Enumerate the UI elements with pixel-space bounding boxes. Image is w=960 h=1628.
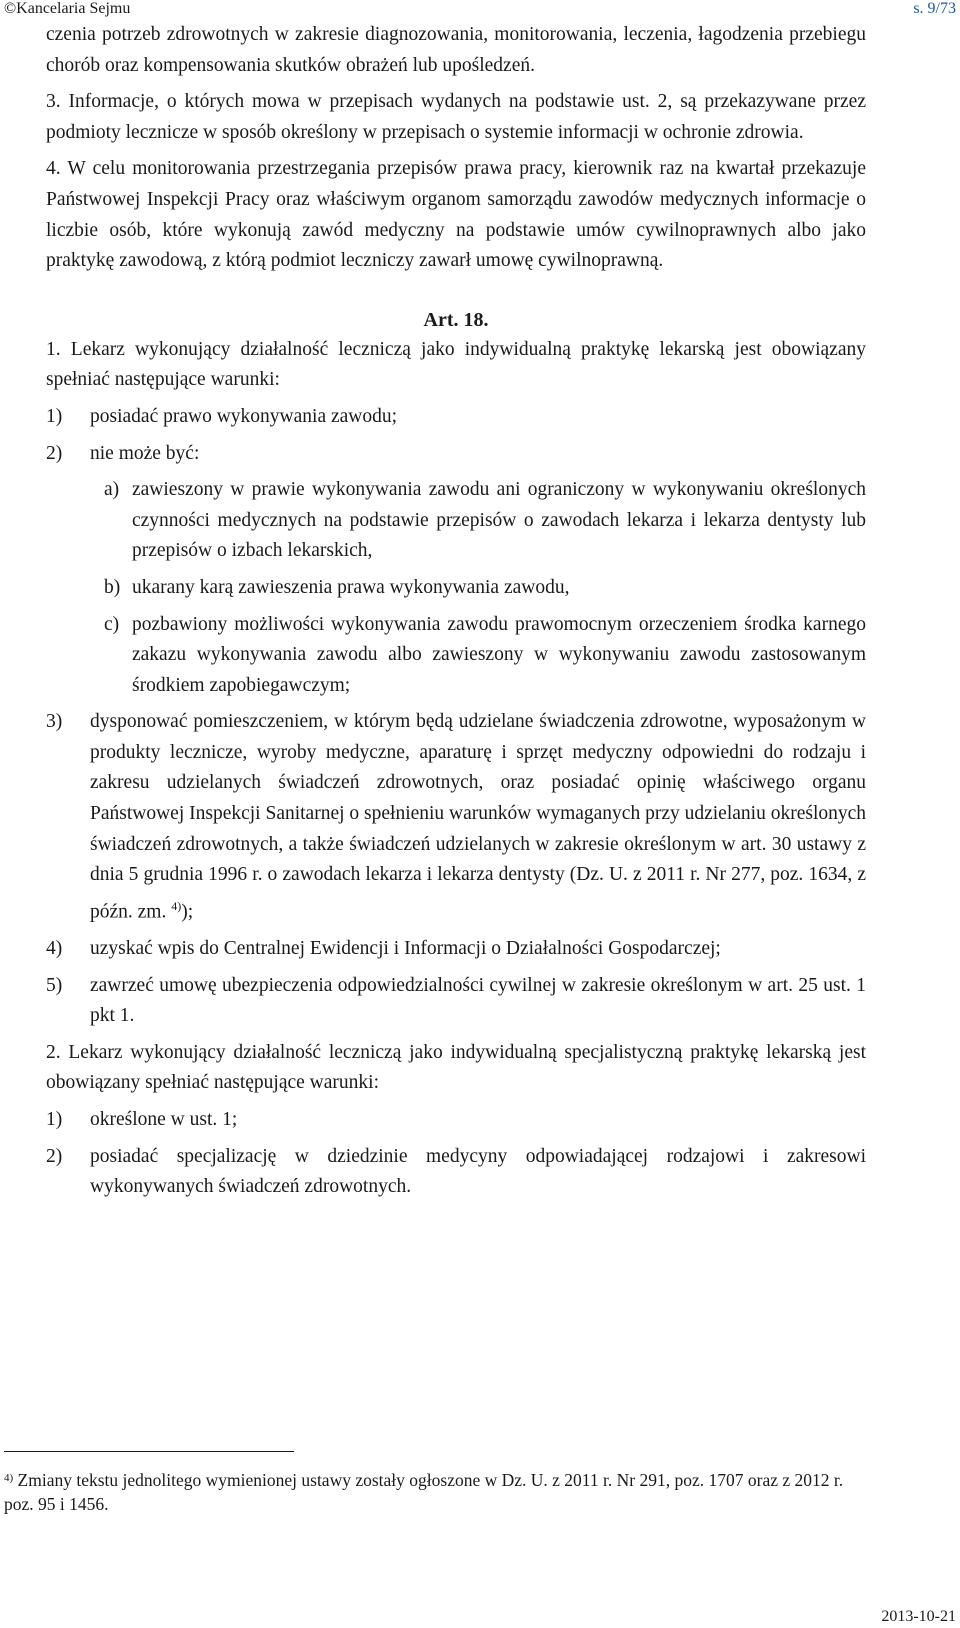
list-number: 1) bbox=[46, 1108, 63, 1130]
article-unit-1: 1. Lekarz wykonujący działalność leczniczą jako indywidualną praktykę lekarską jest obowiązany spełniać następujące warunki: bbox=[46, 338, 866, 391]
list-text: posiadać prawo wykonywania zawodu; bbox=[90, 405, 398, 427]
sub-list-text: ukarany karą zawieszenia prawa wykonywania zawodu, bbox=[132, 576, 570, 598]
sub-list-text: zawieszony w prawie wykonywania zawodu ani ograniczony w wykonywaniu określonych czynności medycznych na podstawie przepisów o zawodach lekarza i lekarza dentysty lub przepisów o izbach lekarskich, bbox=[132, 479, 866, 562]
paragraph-3: 3. Informacje, o których mowa w przepisach wydanych na podstawie ust. 2, są przekazywane przez podmioty lecznicze w sposób określony w przepisach o systemie informacji w ochronie zdrowia. bbox=[46, 91, 866, 143]
continuation-paragraph: czenia potrzeb zdrowotnych w zakresie diagnozowania, monitorowania, leczenia, łagodzenia przebiegu chorób oraz kompensowania skutków obrażeń lub upośledzeń. bbox=[46, 24, 866, 76]
sub-list-letter: b) bbox=[104, 576, 121, 598]
sub-list-text: pozbawiony możliwości wykonywania zawodu prawomocnym orzeczeniem środka karnego zakazu wykonywania zawodu albo zawieszony w wykonywaniu zawodu zastosowanym środkiem zapobiegawczym; bbox=[132, 613, 866, 696]
list-number: 3) bbox=[46, 711, 63, 733]
sub-list-item bbox=[104, 573, 866, 604]
sub-list-letter: a) bbox=[104, 479, 120, 501]
sub-list-letter: c) bbox=[104, 613, 120, 635]
list-item bbox=[46, 439, 866, 470]
list-text: uzyskać wpis do Centralnej Ewidencji i Informacji o Działalności Gospodarczej; bbox=[90, 937, 721, 959]
list-number: 1) bbox=[46, 405, 63, 427]
sub-list-item bbox=[104, 610, 866, 702]
document-body bbox=[46, 20, 866, 1209]
list-number: 2) bbox=[46, 1145, 63, 1167]
footnote-text: Zmiany tekstu jednolitego wymienionej ustawy zostały ogłoszone w Dz. U. z 2011 r. Nr 291, poz. 1707 oraz z 2012 r. poz. 95 i 1456. bbox=[4, 1470, 844, 1514]
paragraph-4: 4. W celu monitorowania przestrzegania przepisów prawa pracy, kierownik raz na kwartał przekazuje Państwowej Inspekcji Pracy oraz właściwym organom samorządu zawodów medycznych informacje o liczbie osób, które wykonują zawód medyczny na podstawie umów cywilnoprawnych albo jako praktykę zawodową, z którą podmiot leczniczy zawarł umowę cywilnoprawną. bbox=[46, 158, 866, 272]
list-text: posiadać specjalizację w dziedzinie medycyny odpowiadającej rodzajowi i zakresowi wykonywanych świadczeń zdrowotnych. bbox=[90, 1145, 866, 1198]
list-text: określone w ust. 1; bbox=[90, 1108, 238, 1130]
article-title: Art. 18. bbox=[423, 308, 489, 331]
sub-list-item bbox=[104, 475, 866, 567]
document-date: 2013-10-21 bbox=[881, 1608, 956, 1625]
footnote-divider bbox=[4, 1451, 294, 1452]
article-unit-2: 2. Lekarz wykonujący działalność leczniczą jako indywidualną specjalistyczną praktykę lekarską jest obowiązany spełniać następujące warunki: bbox=[46, 1041, 866, 1094]
list-number: 5) bbox=[46, 974, 63, 996]
list-text: nie może być: bbox=[90, 442, 200, 464]
list-number: 4) bbox=[46, 937, 63, 959]
footnote-marker: 4) bbox=[4, 1472, 14, 1484]
item3-end: ); bbox=[181, 901, 194, 923]
list-item bbox=[46, 1105, 866, 1136]
footnote bbox=[4, 1468, 844, 1516]
page-number: s. 9/73 bbox=[913, 0, 956, 17]
list-item bbox=[46, 402, 866, 433]
list-item bbox=[46, 1142, 866, 1203]
footnote-reference[interactable]: 4) bbox=[171, 898, 182, 913]
item3-text: dysponować pomieszczeniem, w którym będą udzielane świadczenia zdrowotne, wyposażonym w produkty lecznicze, wyroby medyczne, aparaturę i sprzęt medyczny odpowiedni do rodzaju i zakresu udzielanych świadczeń zdrowotnych, oraz posiadać opinię właściwego organu Państwowej Inspekcji Sanitarnej o spełnieniu warunków wymaganych przy udzielaniu określonych świadczeń zdrowotnych, a także świadczeń udzielanych w zakresie określonym w art. 30 ustawy z dnia 5 grudnia 1996 r. o zawodach lekarza i lekarza dentysty (Dz. U. z 2011 r. Nr 277, poz. 1634, z późn. zm. bbox=[90, 711, 867, 923]
list-text bbox=[90, 707, 866, 928]
list-number: 2) bbox=[46, 442, 63, 464]
list-text: zawrzeć umowę ubezpieczenia odpowiedzialności cywilnej w zakresie określonym w art. 25 ust. 1 pkt 1. bbox=[90, 974, 866, 1027]
list-item bbox=[46, 934, 866, 965]
list-item bbox=[46, 707, 866, 928]
list-item bbox=[46, 971, 866, 1032]
copyright-label: ©Kancelaria Sejmu bbox=[4, 0, 131, 17]
